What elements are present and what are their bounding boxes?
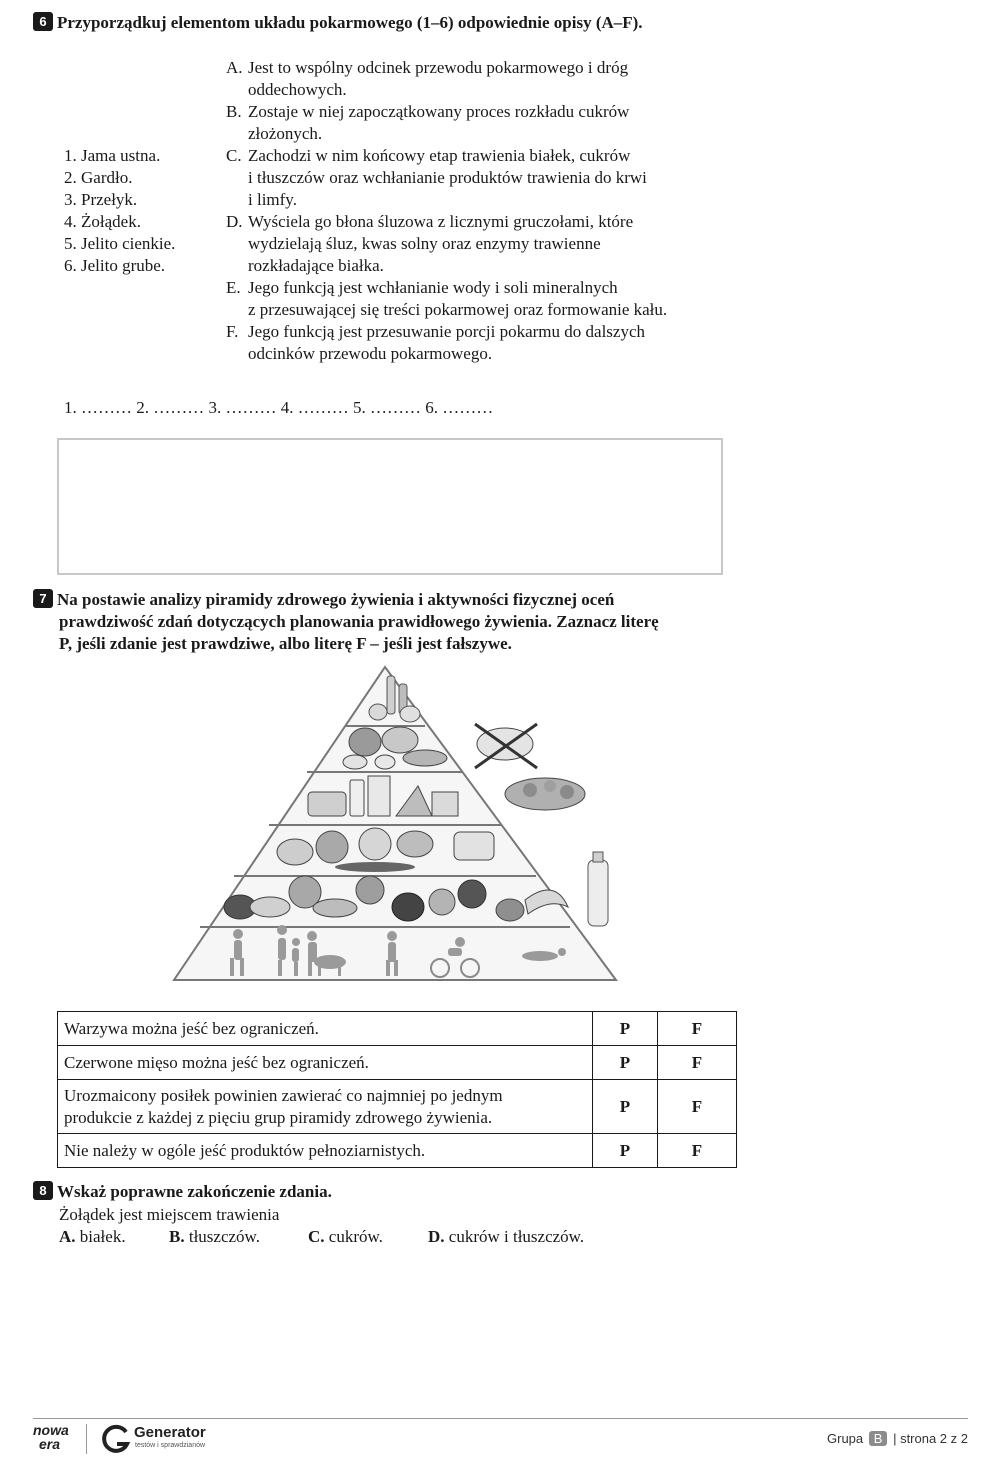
footer-logo-divider [86,1424,87,1454]
water-bottle-icon [588,852,608,926]
statement-line: Nie należy w ogóle jeść produktów pełnoziarnistych. [64,1140,426,1160]
description-item [226,101,746,145]
option-text: cukrów. [328,1227,383,1246]
option-f[interactable]: F [658,1046,737,1080]
organ-item: 1. Jama ustna. [64,146,161,165]
description-item [226,211,746,277]
q6-number: 6 [33,12,53,31]
option-text: cukrów i tłuszczów. [448,1227,585,1246]
description-letter: E. [226,278,241,297]
description-line: z przesuwającej się treści pokarmowej oraz formowanie kału. [248,300,668,319]
answer-option[interactable] [59,1226,169,1248]
q8-title: Wskaż poprawne zakończenie zdania. [57,1182,332,1201]
statement-line: Warzywa można jeść bez ograniczeń. [64,1018,319,1038]
description-letter: C. [226,146,242,165]
option-text: białek. [79,1227,126,1246]
description-line: złożonych. [248,124,323,143]
description-item [226,277,746,321]
organ-item: 5. Jelito cienkie. [64,234,176,253]
description-line: wydzielają śluz, kwas solny oraz enzymy trawienne [248,234,601,253]
footer-divider [33,1418,968,1419]
group-badge: B [869,1431,888,1446]
table-row [58,1012,737,1046]
option-p[interactable]: P [593,1046,658,1080]
q6-answer-line: 1. ……… 2. ……… 3. ……… 4. ……… 5. ……… 6. ……… [64,398,494,417]
description-line: oddechowych. [248,80,347,99]
q7-title-line: prawdziwość zdań dotyczących planowania prawidłowego żywienia. Zaznacz literę [59,612,659,631]
answer-option[interactable] [308,1226,428,1248]
generator-brand: Generator [134,1424,206,1441]
q8-heading [33,1181,332,1202]
description-letter: F. [226,322,239,341]
q6-organ-list [64,145,224,277]
group-label: Grupa [827,1431,864,1446]
option-letter: C. [308,1227,325,1246]
description-line: rozkładające białka. [248,256,384,275]
q7-number: 7 [33,589,53,608]
food-pyramid-illustration [170,662,620,984]
description-line: Wyściela go błona śluzowa z licznymi gruczołami, które [248,212,634,231]
q7-title-line: P, jeśli zdanie jest prawdziwe, albo literę F – jeśli jest fałszywe. [59,634,512,653]
organ-item: 4. Żołądek. [64,212,141,231]
page-info [827,1431,968,1446]
option-f[interactable]: F [658,1134,737,1168]
crossed-out-sweets-icon [475,724,537,768]
statement-cell [58,1046,593,1080]
description-item [226,321,746,365]
option-p[interactable]: P [593,1134,658,1168]
description-letter: A. [226,58,243,77]
q7-heading [33,589,733,655]
description-line: i limfy. [248,190,297,209]
description-line: i tłuszczów oraz wchłanianie produktów trawienia do krwi [248,168,647,187]
statement-line: Czerwone mięso można jeść bez ograniczeń. [64,1052,369,1072]
statement-line: Urozmaicony posiłek powinien zawierać co najmniej po jednym [64,1085,503,1105]
q8-options [59,1226,759,1248]
statement-line: produkcie z każdej z pięciu grup piramidy zdrowego żywienia. [64,1107,493,1127]
statement-cell [58,1080,593,1134]
option-letter: B. [169,1227,185,1246]
answer-option[interactable] [169,1226,308,1248]
option-letter: A. [59,1227,76,1246]
q8-number: 8 [33,1181,53,1200]
page-number: | strona 2 z 2 [893,1431,968,1446]
option-f[interactable]: F [658,1012,737,1046]
generator-logo-icon [100,1424,132,1454]
logo-text: era [39,1436,61,1452]
table-row [58,1080,737,1134]
option-text: tłuszczów. [188,1227,260,1246]
option-f[interactable]: F [658,1080,737,1134]
statement-cell [58,1012,593,1046]
description-letter: D. [226,212,243,231]
description-item [226,57,746,101]
description-line: Jego funkcją jest wchłanianie wody i soli mineralnych [248,278,618,297]
q6-description-list [226,57,746,365]
table-row [58,1134,737,1168]
organ-item: 2. Gardło. [64,168,133,187]
answer-box[interactable] [57,438,723,575]
option-p[interactable]: P [593,1080,658,1134]
organ-item: 3. Przełyk. [64,190,138,209]
true-false-table [57,1011,737,1168]
organ-item: 6. Jelito grube. [64,256,166,275]
table-row [58,1046,737,1080]
nuts-seeds-icon [505,778,585,810]
description-line: odcinków przewodu pokarmowego. [248,344,493,363]
answer-option[interactable] [428,1226,584,1248]
logo-text: nowa [33,1422,69,1438]
q7-title-line: Na postawie analizy piramidy zdrowego żywienia i aktywności fizycznej oceń [57,590,615,609]
q6-title: Przyporządkuj elementom układu pokarmowego (1–6) odpowiednie opisy (A–F). [57,13,643,32]
generator-brand-sub: testów i sprawdzianów [135,1442,206,1449]
q8-stem: Żołądek jest miejscem trawienia [59,1205,280,1224]
description-item [226,145,746,211]
description-line: Jego funkcją jest przesuwanie porcji pokarmu do dalszych [248,322,646,341]
description-line: Jest to wspólny odcinek przewodu pokarmowego i dróg [248,58,629,77]
description-letter: B. [226,102,242,121]
statement-cell [58,1134,593,1168]
description-line: Zostaje w niej zapoczątkowany proces rozkładu cukrów [248,102,630,121]
nowa-era-logo [33,1423,69,1451]
option-p[interactable]: P [593,1012,658,1046]
q6-heading [33,12,643,33]
description-line: Zachodzi w nim końcowy etap trawienia białek, cukrów [248,146,631,165]
option-letter: D. [428,1227,445,1246]
